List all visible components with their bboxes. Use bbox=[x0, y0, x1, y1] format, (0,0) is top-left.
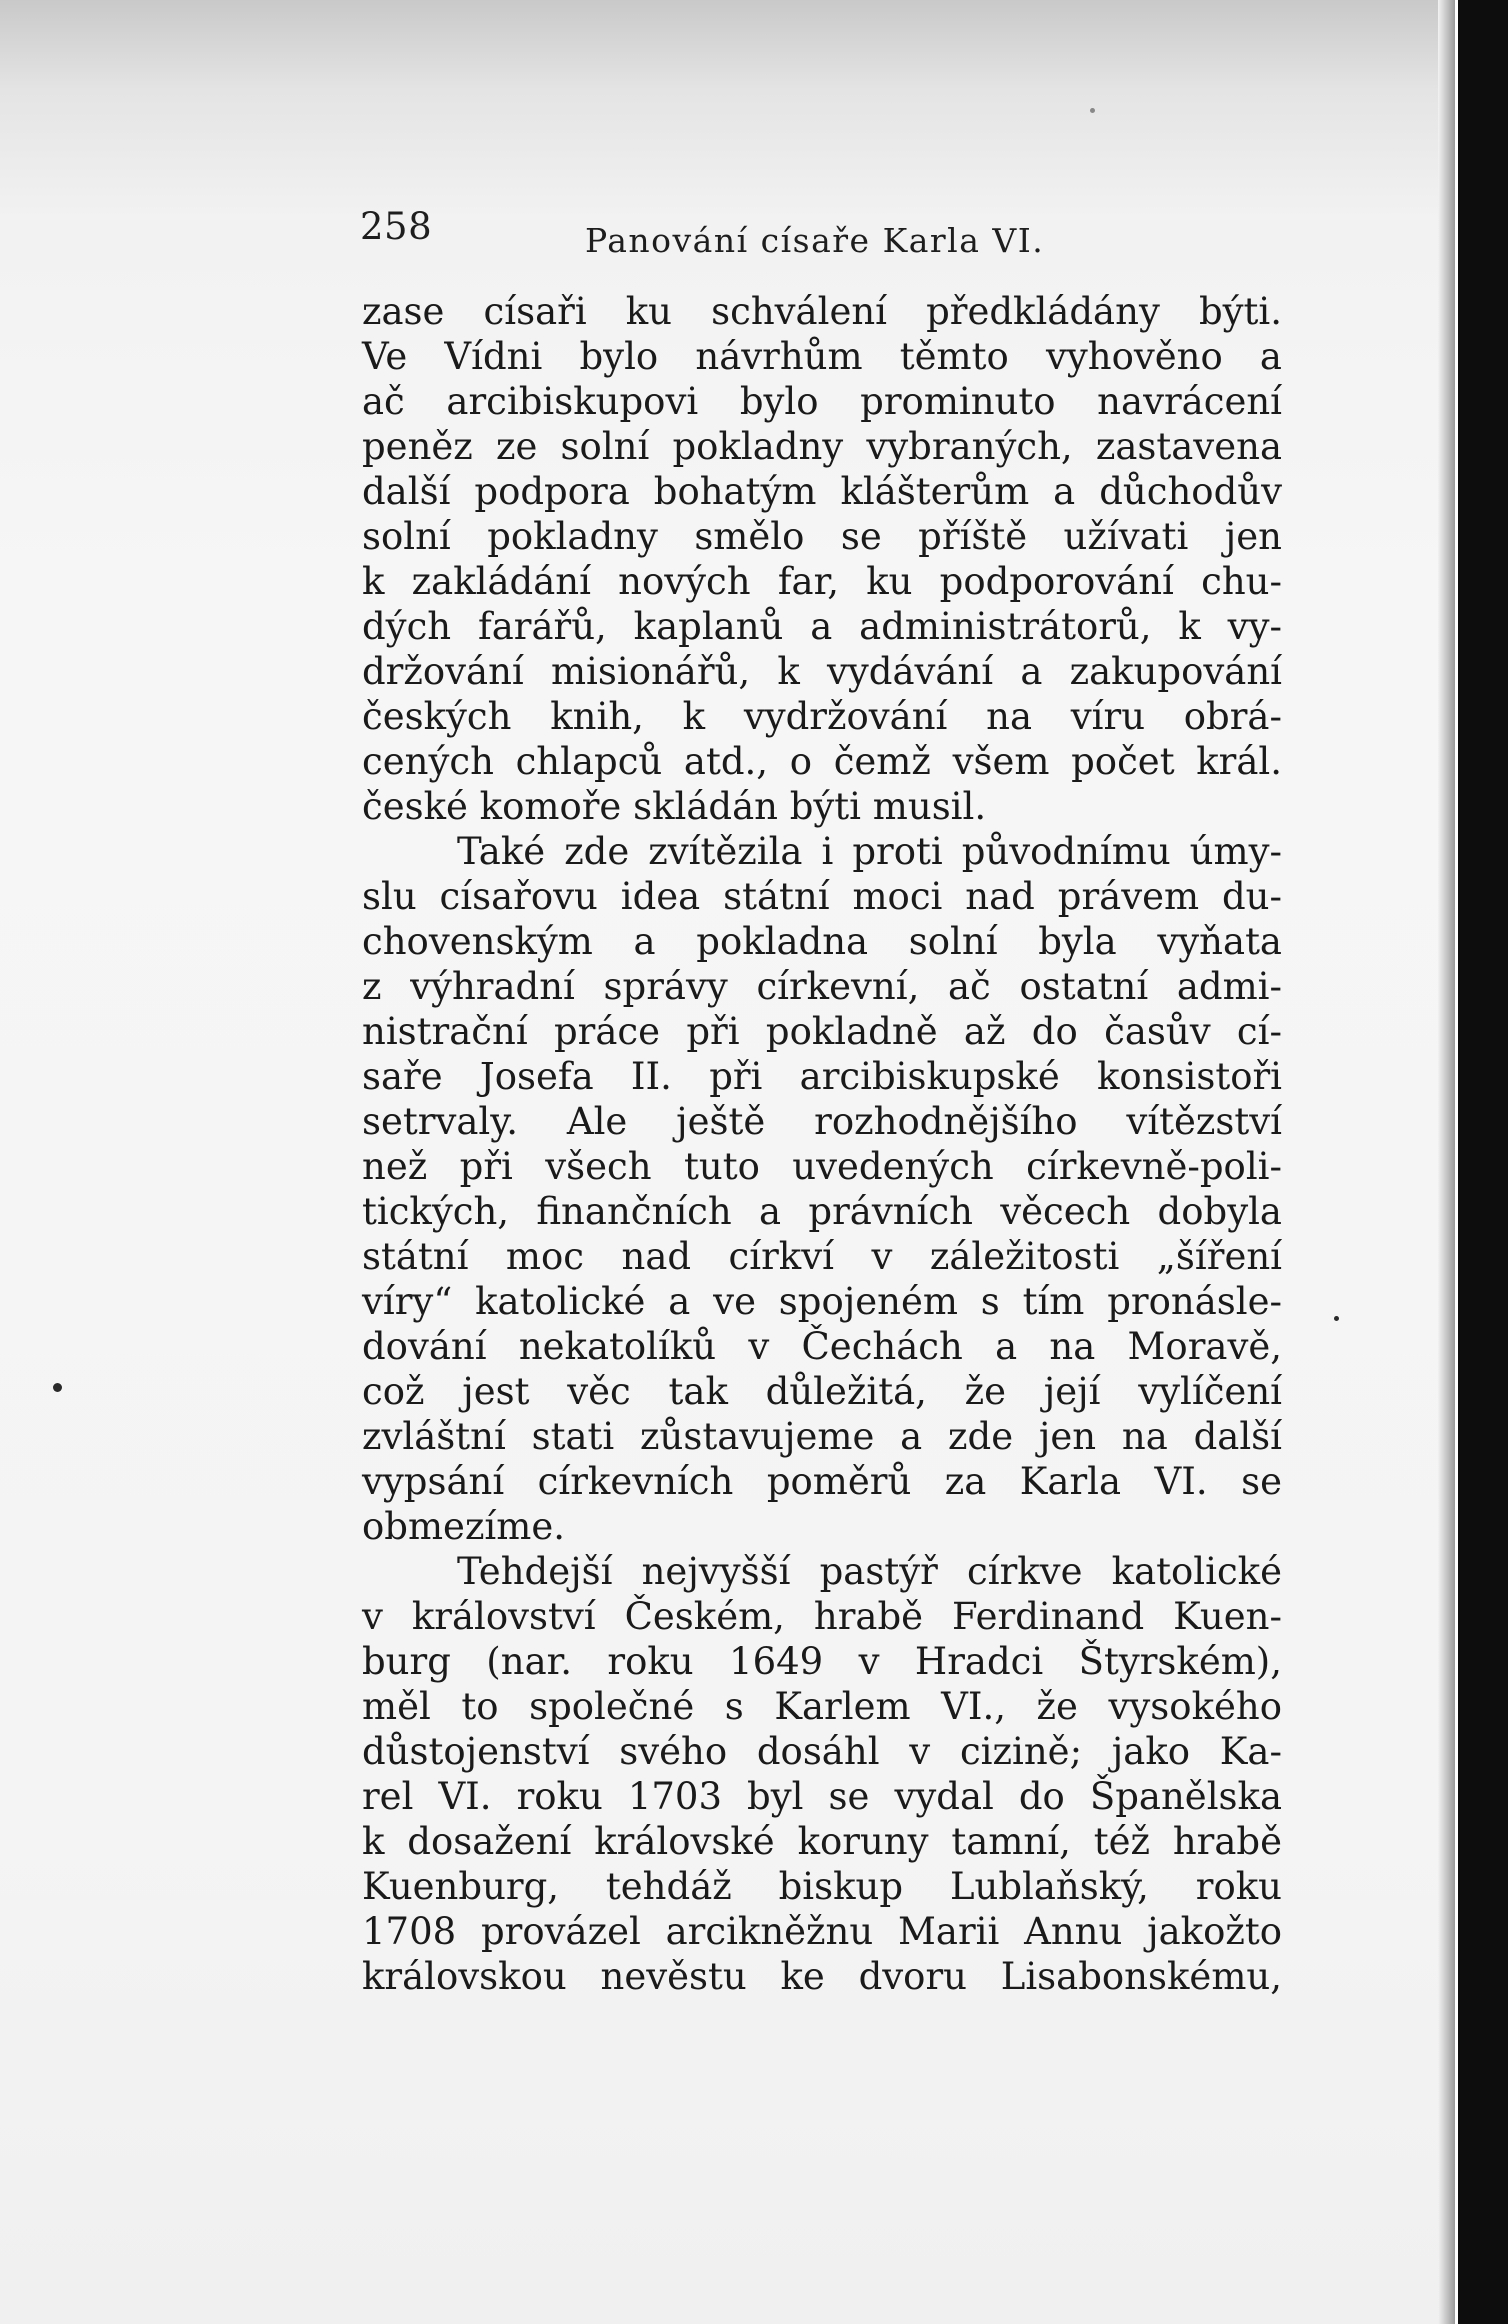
scan-speck bbox=[1334, 1316, 1339, 1321]
text-line: Kuenburg, tehdáž biskup Lublaňský, roku bbox=[362, 1865, 1282, 1908]
text-line: rel VI. roku 1703 byl se vydal do Španělska bbox=[362, 1775, 1282, 1818]
text-line: setrvaly. Ale ještě rozhodnějšího vítězství bbox=[362, 1100, 1282, 1143]
text-line: 1708 provázel arcikněžnu Marii Annu jakožto bbox=[362, 1910, 1282, 1953]
text-line: dých farářů, kaplanů a administrátorů, k vy- bbox=[362, 605, 1282, 648]
text-line: zase císaři ku schválení předkládány býti. bbox=[362, 290, 1282, 333]
scan-speck bbox=[1090, 108, 1095, 113]
text-line: peněz ze solní pokladny vybraných, zastavena bbox=[362, 425, 1282, 468]
text-line: měl to společné s Karlem VI., že vysokého bbox=[362, 1685, 1282, 1728]
text-line: držování misionářů, k vydávání a zakupování bbox=[362, 650, 1282, 693]
text-line: tických, finančních a právních věcech dobyla bbox=[362, 1190, 1282, 1233]
text-line: vypsání církevních poměrů za Karla VI. se bbox=[362, 1460, 1282, 1503]
text-line: obmezíme. bbox=[362, 1505, 566, 1548]
text-line: Ve Vídni bylo návrhům těmto vyhověno a bbox=[362, 335, 1282, 378]
text-line: českých knih, k vydržování na víru obrá- bbox=[362, 695, 1282, 738]
text-line: důstojenství svého dosáhl v cizině; jako Ka- bbox=[362, 1730, 1282, 1773]
text-line: státní moc nad církví v záležitosti „šíření bbox=[362, 1235, 1282, 1278]
text-line: další podpora bohatým klášterům a důchodův bbox=[362, 470, 1282, 513]
page-header bbox=[360, 205, 1360, 265]
page-edge-shadow bbox=[1438, 0, 1455, 2324]
body-text bbox=[362, 289, 1282, 1999]
text-line: ač arcibiskupovi bylo prominuto navrácení bbox=[362, 380, 1282, 423]
running-title: Panování císaře Karla VI. bbox=[585, 221, 1045, 260]
text-line: k dosažení královské koruny tamní, též hrabě bbox=[362, 1820, 1282, 1863]
text-line: chovenským a pokladna solní byla vyňata bbox=[362, 920, 1282, 963]
text-line: zvláštní stati zůstavujeme a zde jen na další bbox=[362, 1415, 1282, 1458]
page-number: 258 bbox=[360, 205, 433, 248]
text-line: cených chlapců atd., o čemž všem počet král. bbox=[362, 740, 1282, 783]
scan-border-dark bbox=[1458, 0, 1508, 2324]
text-line: české komoře skládán býti musil. bbox=[362, 785, 987, 828]
text-line: což jest věc tak důležitá, že její vylíčení bbox=[362, 1370, 1282, 1413]
text-line: slu císařovu idea státní moci nad právem du- bbox=[362, 875, 1282, 918]
text-line: Také zde zvítězila i proti původnímu úmy- bbox=[457, 830, 1282, 873]
scan-speck bbox=[53, 1383, 62, 1392]
text-line: v království Českém, hrabě Ferdinand Kuen- bbox=[362, 1595, 1282, 1638]
text-line: z výhradní správy církevní, ač ostatní admi- bbox=[362, 965, 1282, 1008]
text-line: než při všech tuto uvedených církevně-poli- bbox=[362, 1145, 1282, 1188]
text-line: solní pokladny smělo se příště užívati jen bbox=[362, 515, 1282, 558]
text-line: nistrační práce při pokladně až do časův cí- bbox=[362, 1010, 1282, 1053]
text-line: burg (nar. roku 1649 v Hradci Štyrském), bbox=[362, 1640, 1282, 1683]
text-line: saře Josefa II. při arcibiskupské konsistoři bbox=[362, 1055, 1282, 1098]
text-line: víry“ katolické a ve spojeném s tím pronásle- bbox=[362, 1280, 1282, 1323]
text-line: královskou nevěstu ke dvoru Lisabonskému, bbox=[362, 1955, 1282, 1998]
text-line: Tehdejší nejvyšší pastýř církve katolické bbox=[457, 1550, 1282, 1593]
text-line: dování nekatolíků v Čechách a na Moravě, bbox=[362, 1325, 1282, 1368]
text-line: k zakládání nových far, ku podporování chu- bbox=[362, 560, 1282, 603]
